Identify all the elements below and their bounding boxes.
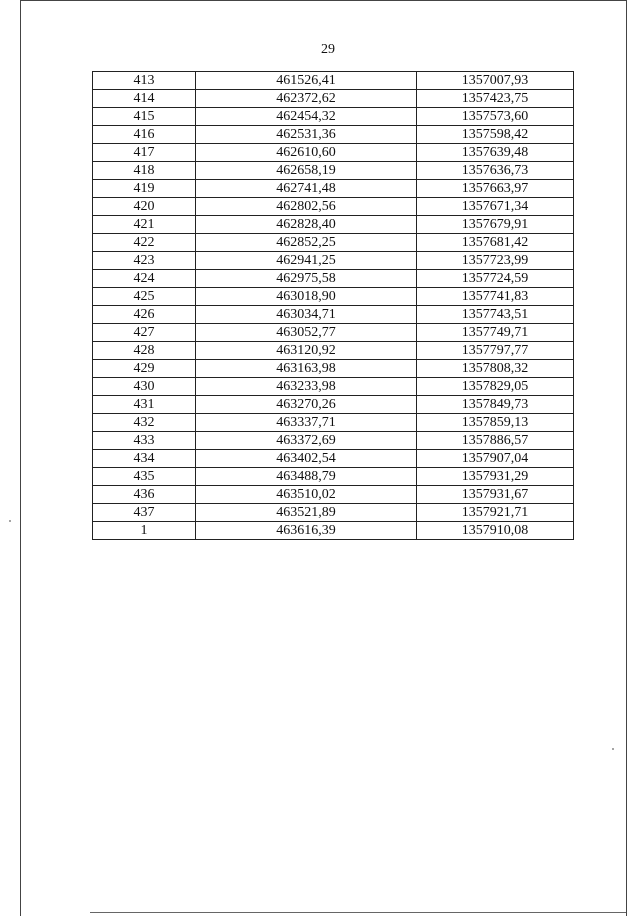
y-coordinate-cell: 1357749,71 <box>417 324 574 342</box>
point-number-cell: 430 <box>93 378 196 396</box>
point-number-cell: 420 <box>93 198 196 216</box>
y-coordinate-cell: 1357724,59 <box>417 270 574 288</box>
y-coordinate-cell: 1357663,97 <box>417 180 574 198</box>
x-coordinate-cell: 463616,39 <box>196 522 417 540</box>
x-coordinate-cell: 463337,71 <box>196 414 417 432</box>
y-coordinate-cell: 1357723,99 <box>417 252 574 270</box>
x-coordinate-cell: 463402,54 <box>196 450 417 468</box>
point-number-cell: 432 <box>93 414 196 432</box>
table-row <box>93 360 574 378</box>
table-row <box>93 378 574 396</box>
table-row <box>93 522 574 540</box>
x-coordinate-cell: 463120,92 <box>196 342 417 360</box>
y-coordinate-cell: 1357859,13 <box>417 414 574 432</box>
page-number: 29 <box>321 42 335 57</box>
point-number-cell: 417 <box>93 144 196 162</box>
point-number-cell: 431 <box>93 396 196 414</box>
table-row <box>93 396 574 414</box>
x-coordinate-cell: 462372,62 <box>196 90 417 108</box>
table-row <box>93 180 574 198</box>
point-number-cell: 416 <box>93 126 196 144</box>
x-coordinate-cell: 463233,98 <box>196 378 417 396</box>
table-row <box>93 216 574 234</box>
y-coordinate-cell: 1357931,67 <box>417 486 574 504</box>
point-number-cell: 433 <box>93 432 196 450</box>
x-coordinate-cell: 462658,19 <box>196 162 417 180</box>
table-row <box>93 72 574 90</box>
point-number-cell: 421 <box>93 216 196 234</box>
x-coordinate-cell: 462852,25 <box>196 234 417 252</box>
x-coordinate-cell: 463510,02 <box>196 486 417 504</box>
table-row <box>93 504 574 522</box>
y-coordinate-cell: 1357931,29 <box>417 468 574 486</box>
table-row <box>93 108 574 126</box>
point-number-cell: 414 <box>93 90 196 108</box>
table-row <box>93 144 574 162</box>
coordinates-table <box>92 71 574 540</box>
page-border-bottom <box>90 912 626 913</box>
y-coordinate-cell: 1357741,83 <box>417 288 574 306</box>
y-coordinate-cell: 1357007,93 <box>417 72 574 90</box>
point-number-cell: 429 <box>93 360 196 378</box>
table-row <box>93 432 574 450</box>
point-number-cell: 419 <box>93 180 196 198</box>
point-number-cell: 415 <box>93 108 196 126</box>
x-coordinate-cell: 463163,98 <box>196 360 417 378</box>
y-coordinate-cell: 1357573,60 <box>417 108 574 126</box>
y-coordinate-cell: 1357921,71 <box>417 504 574 522</box>
table-row <box>93 450 574 468</box>
point-number-cell: 427 <box>93 324 196 342</box>
y-coordinate-cell: 1357639,48 <box>417 144 574 162</box>
x-coordinate-cell: 463488,79 <box>196 468 417 486</box>
y-coordinate-cell: 1357743,51 <box>417 306 574 324</box>
table-row <box>93 234 574 252</box>
table-row <box>93 198 574 216</box>
x-coordinate-cell: 462802,56 <box>196 198 417 216</box>
table-row <box>93 270 574 288</box>
y-coordinate-cell: 1357849,73 <box>417 396 574 414</box>
y-coordinate-cell: 1357679,91 <box>417 216 574 234</box>
point-number-cell: 428 <box>93 342 196 360</box>
y-coordinate-cell: 1357907,04 <box>417 450 574 468</box>
x-coordinate-cell: 462828,40 <box>196 216 417 234</box>
scan-speck <box>9 520 11 522</box>
y-coordinate-cell: 1357423,75 <box>417 90 574 108</box>
x-coordinate-cell: 462741,48 <box>196 180 417 198</box>
x-coordinate-cell: 463372,69 <box>196 432 417 450</box>
y-coordinate-cell: 1357829,05 <box>417 378 574 396</box>
x-coordinate-cell: 462941,25 <box>196 252 417 270</box>
table-row <box>93 306 574 324</box>
point-number-cell: 413 <box>93 72 196 90</box>
point-number-cell: 423 <box>93 252 196 270</box>
table-row <box>93 126 574 144</box>
x-coordinate-cell: 463521,89 <box>196 504 417 522</box>
page-border-top <box>20 0 626 1</box>
x-coordinate-cell: 463052,77 <box>196 324 417 342</box>
x-coordinate-cell: 461526,41 <box>196 72 417 90</box>
x-coordinate-cell: 463034,71 <box>196 306 417 324</box>
table-row <box>93 342 574 360</box>
y-coordinate-cell: 1357808,32 <box>417 360 574 378</box>
y-coordinate-cell: 1357636,73 <box>417 162 574 180</box>
y-coordinate-cell: 1357886,57 <box>417 432 574 450</box>
y-coordinate-cell: 1357598,42 <box>417 126 574 144</box>
y-coordinate-cell: 1357910,08 <box>417 522 574 540</box>
y-coordinate-cell: 1357681,42 <box>417 234 574 252</box>
table-row <box>93 486 574 504</box>
x-coordinate-cell: 462454,32 <box>196 108 417 126</box>
table-row <box>93 252 574 270</box>
point-number-cell: 435 <box>93 468 196 486</box>
point-number-cell: 426 <box>93 306 196 324</box>
point-number-cell: 424 <box>93 270 196 288</box>
x-coordinate-cell: 462610,60 <box>196 144 417 162</box>
page-border-left <box>20 0 21 916</box>
x-coordinate-cell: 463270,26 <box>196 396 417 414</box>
point-number-cell: 1 <box>93 522 196 540</box>
table-row <box>93 288 574 306</box>
table-row <box>93 468 574 486</box>
table-row <box>93 414 574 432</box>
point-number-cell: 422 <box>93 234 196 252</box>
point-number-cell: 425 <box>93 288 196 306</box>
table-row <box>93 324 574 342</box>
x-coordinate-cell: 462531,36 <box>196 126 417 144</box>
y-coordinate-cell: 1357797,77 <box>417 342 574 360</box>
table-row <box>93 90 574 108</box>
scan-speck <box>612 748 614 750</box>
page-border-right <box>626 0 627 916</box>
point-number-cell: 436 <box>93 486 196 504</box>
point-number-cell: 437 <box>93 504 196 522</box>
x-coordinate-cell: 463018,90 <box>196 288 417 306</box>
point-number-cell: 418 <box>93 162 196 180</box>
table-row <box>93 162 574 180</box>
coordinates-table-body <box>93 72 574 540</box>
y-coordinate-cell: 1357671,34 <box>417 198 574 216</box>
point-number-cell: 434 <box>93 450 196 468</box>
x-coordinate-cell: 462975,58 <box>196 270 417 288</box>
